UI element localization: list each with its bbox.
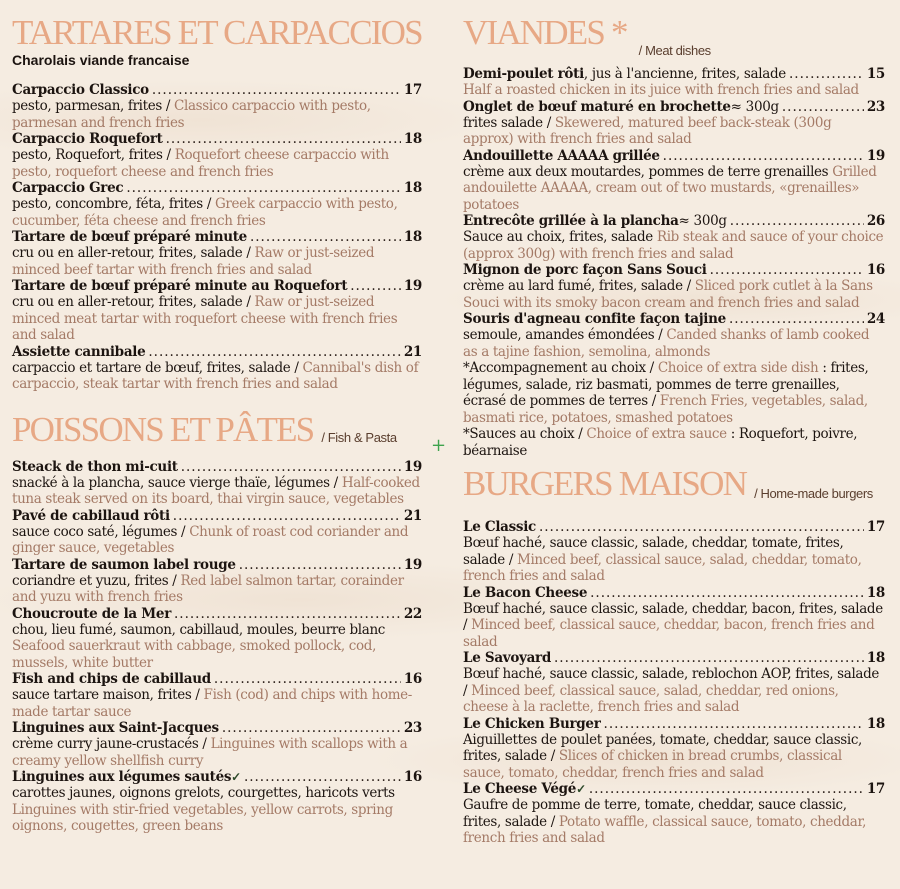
menu-item-header: [463, 66, 885, 82]
dot-leader: [173, 508, 401, 524]
description-en: Potato waffle, classical sauce, tomato, cheddar, french fries and salad: [463, 813, 867, 846]
dish-price: 18: [403, 131, 422, 147]
dish-price: 23: [403, 720, 422, 736]
description-en: Minced beef, classical sauce, cheddar, bacon, french fries and salad: [463, 617, 875, 650]
right-column: [463, 0, 885, 847]
section-tartares: [12, 14, 422, 393]
menu-item: [463, 213, 885, 262]
note-fr: : frites, légumes, salade, riz basmati, pommes de terre grenailles, écrasé de pommes de terres /: [463, 360, 869, 409]
dot-leader: [350, 278, 401, 294]
description-en: Linguines with scallops with a creamy yellow shellfish curry: [12, 736, 408, 769]
dish-price: 21: [403, 343, 422, 360]
description-fr: Sauce au choix, frites, salade: [463, 229, 657, 245]
dish-name: Le Cheese Végé: [463, 781, 577, 797]
menu-item: [12, 720, 422, 769]
dish-price: 19: [403, 278, 422, 294]
menu-item: [463, 650, 885, 716]
description-fr: cru ou en aller-retour, frites, salade /: [12, 294, 255, 310]
menu-item-header: [463, 585, 885, 601]
dot-leader: [782, 99, 864, 115]
section-subtitle: / Home-made burgers: [754, 486, 873, 501]
dish-description: [12, 736, 422, 769]
description-en: Canded shanks of lamb cooked as a tajine fashion, semolina, almonds: [463, 327, 870, 360]
description-fr: crème aux deux moutardes, pommes de terre grenailles: [463, 163, 833, 180]
dish-suffix: ≈ 300g: [730, 98, 779, 115]
dish-price: 23: [866, 98, 885, 115]
description-fr: crème curry jaune-crustacés /: [12, 736, 211, 752]
menu-item-header: [463, 519, 885, 535]
dish-description: [463, 164, 885, 214]
menu-item: [463, 262, 885, 311]
description-en: Half-cooked tuna steak served on its board, thai virgin sauce, vegetables: [12, 474, 420, 507]
description-fr: snacké à la plancha, sauce vierge thaïe, légumes /: [12, 474, 342, 491]
dot-leader: [126, 180, 400, 196]
dish-name: Mignon de porc façon Sans Souci: [463, 262, 707, 278]
dish-suffix: , jus à l'ancienne, frites, salade: [583, 66, 786, 82]
dot-leader: [663, 148, 864, 164]
description-fr: pesto, Roquefort, frites /: [12, 147, 175, 163]
description-fr: Bœuf haché, sauce classic, salade, cheddar, tomate, frites, salade /: [463, 535, 844, 568]
description-en: Sliced pork cutlet à la Sans Souci with its smoky bacon cream and french fries and salad: [463, 278, 873, 311]
items: [12, 459, 422, 835]
description-en: Minced beef, classical sauce, salad, cheddar, red onions, cheese à la raclette, french fries and salad: [463, 682, 839, 715]
menu-item-header: [463, 781, 885, 797]
description-fr: carpaccio et tartare de bœuf, frites, salade /: [12, 359, 303, 376]
section-subtitle: / Fish & Pasta: [321, 429, 397, 445]
dish-price: 21: [403, 507, 422, 524]
dish-description: [12, 475, 422, 508]
dish-description: [12, 147, 422, 180]
description-fr: pesto, parmesan, frites /: [12, 98, 175, 114]
dot-leader: [590, 585, 864, 601]
description-en: Raw or just-seized minced meat tartar with roquefort cheese with french fries and salad: [12, 294, 398, 343]
description-en: Skewered, matured beef back-steak (300g approx) with french fries and salad: [463, 114, 832, 147]
dish-description: [12, 622, 422, 672]
menu-item-header: [12, 508, 422, 524]
menu-item-header: [463, 262, 885, 278]
dish-description: [463, 601, 885, 651]
dot-leader: [554, 650, 864, 666]
menu-item: [12, 344, 422, 393]
menu-item: [12, 131, 422, 180]
menu-item: [12, 508, 422, 557]
note-en: Choice of extra sauce: [586, 426, 727, 442]
dot-leader: [174, 606, 401, 622]
dish-description: [463, 327, 885, 360]
dish-name: Fish and chips de cabillaud: [12, 671, 211, 687]
description-en: Roquefort cheese carpaccio with pesto, roquefort cheese and french fries: [12, 147, 389, 180]
dot-leader: [539, 519, 864, 535]
note-fr: *Accompagnement au choix /: [463, 360, 658, 376]
dish-price: 18: [866, 650, 885, 666]
side-note: [463, 360, 885, 426]
dot-leader: [181, 459, 401, 475]
dot-leader: [222, 720, 401, 736]
description-fr: Aiguillettes de poulet panées, tomate, cheddar, sauce classic, frites, salade /: [463, 731, 862, 764]
dish-description: [463, 732, 885, 782]
dish-name: Onglet de bœuf maturé en brochette: [463, 98, 731, 115]
note-fr: *Sauces au choix /: [463, 426, 587, 442]
dish-name: Le Bacon Cheese: [463, 584, 588, 601]
description-fr: sauce tartare maison, frites /: [12, 687, 204, 703]
menu-item-header: [12, 769, 422, 785]
dish-suffix: ≈ 300g: [678, 213, 727, 229]
menu-item: [12, 769, 422, 835]
dish-name: Le Chicken Burger: [463, 715, 601, 732]
dish-name: Linguines aux Saint-Jacques: [12, 720, 219, 736]
section-poissons: [12, 411, 422, 835]
dish-name: Andouillette AAAAA grillée: [463, 147, 660, 164]
dish-name: Demi-poulet rôti: [463, 66, 584, 82]
description-en: Rib steak and sauce of your choice (approx 300g) with french fries and salad: [463, 229, 884, 262]
dot-leader: [604, 716, 864, 732]
description-en: Classico carpaccio with pesto, parmesan and french fries: [12, 98, 371, 131]
dish-name: Le Savoyard: [463, 650, 551, 666]
menu-item-header: [463, 148, 885, 164]
menu-item: [463, 311, 885, 360]
description-en: Grilled andouilette AAAAA, cream out of two mustards, «grenailles» potatoes: [463, 163, 877, 213]
description-en: Fish (cod) and chips with home-made tartar sauce: [12, 687, 413, 720]
description-fr: coriandre et yuzu, frites /: [12, 572, 181, 589]
menu-item-header: [12, 131, 422, 147]
menu-item-header: [12, 459, 422, 475]
description-fr: carottes jaunes, oignons grelots, courgettes, haricots verts: [12, 785, 395, 801]
dish-description: [463, 82, 885, 99]
description-en: Cannibal's dish of carpaccio, steak tartar with french fries and salad: [12, 359, 419, 392]
items: [12, 82, 422, 393]
dish-name: Steack de thon mi-cuit: [12, 458, 178, 475]
description-fr: semoule, amandes émondées /: [463, 327, 667, 343]
dish-name: Assiette cannibale: [12, 343, 146, 360]
dish-price: 26: [866, 213, 885, 229]
menu-item-header: [12, 229, 422, 245]
menu-item: [12, 82, 422, 131]
dish-description: [12, 196, 422, 229]
dish-name: Carpaccio Grec: [12, 180, 124, 196]
description-en: Raw or just-seized minced beef tartar with french fries and salad: [12, 245, 375, 278]
dish-price: 16: [403, 671, 422, 687]
section-viandes: [463, 14, 885, 459]
description-en: Red label salmon tartar, corainder and yuzu with french fries: [12, 572, 404, 605]
dot-leader: [166, 131, 401, 147]
note-en: French Fries, vegetables, salad, basmati rice, potatoes, smashed potatoes: [463, 393, 868, 426]
dot-leader: [729, 311, 864, 327]
menu-item: [463, 519, 885, 585]
menu-item: [12, 459, 422, 508]
menu-item: [12, 180, 422, 229]
menu-item-header: [12, 344, 422, 360]
dish-name: Souris d'agneau confite façon tajine: [463, 311, 726, 327]
dish-price: 18: [403, 229, 422, 245]
menu-item: [463, 716, 885, 782]
dish-description: [463, 797, 885, 847]
description-fr: frites salade /: [463, 114, 555, 131]
dish-name: Carpaccio Classico: [12, 82, 149, 98]
side-notes: [463, 360, 885, 459]
dot-leader: [730, 213, 864, 229]
dish-description: [463, 115, 885, 148]
description-fr: cru ou en aller-retour, frites, salade /: [12, 245, 255, 261]
dish-description: [12, 785, 422, 835]
menu-item: [463, 781, 885, 847]
section-subtitle: / Meat dishes: [638, 43, 711, 58]
dish-name: Pavé de cabillaud rôti: [12, 507, 170, 524]
dish-description: [12, 245, 422, 278]
menu-item-header: [463, 311, 885, 327]
description-en: Chunk of roast cod coriander and ginger sauce, vegetables: [12, 523, 409, 556]
dish-name: Tartare de saumon label rouge: [12, 556, 236, 573]
dish-description: [12, 524, 422, 557]
menu-item-header: [463, 213, 885, 229]
dot-leader: [214, 671, 401, 687]
menu-item-header: [12, 671, 422, 687]
dish-price: 24: [866, 311, 885, 327]
menu-item: [463, 585, 885, 651]
dish-price: 19: [866, 147, 885, 164]
dish-description: [12, 573, 422, 606]
description-en: Half a roasted chicken in its juice with french fries and salad: [463, 82, 859, 98]
description-fr: chou, lieu fumé, saumon, cabillaud, moules, beurre blanc: [12, 621, 386, 638]
leaf-icon: ✓: [576, 782, 586, 796]
menu-item: [12, 229, 422, 278]
description-fr: Bœuf haché, sauce classic, salade, cheddar, bacon, frites, salade /: [463, 600, 883, 633]
dish-price: 19: [403, 458, 422, 475]
dish-price: 15: [866, 66, 885, 82]
menu-item-header: [463, 650, 885, 666]
dish-name: Entrecôte grillée à la plancha: [463, 213, 679, 229]
menu-item: [463, 66, 885, 99]
dish-price: 18: [866, 715, 885, 732]
items: [463, 66, 885, 360]
dish-price: 17: [866, 519, 885, 535]
menu-item: [463, 148, 885, 214]
items: [463, 519, 885, 847]
dish-description: [463, 666, 885, 716]
dot-leader: [152, 82, 401, 98]
dish-name: Choucroute de la Mer: [12, 605, 172, 622]
description-en: Linguines with stir-fried vegetables, yellow carrots, spring oignons, cougettes, green beans: [12, 801, 393, 834]
dish-description: [463, 535, 885, 585]
section-title: TARTARES ET CARPACCIOS: [12, 13, 422, 52]
dish-name: Tartare de bœuf préparé minute au Roquefort: [12, 278, 348, 294]
description-en: Slices of chicken in bread crumbs, classical sauce, tomato, cheddar, french fries and salad: [463, 748, 842, 781]
leaf-icon: ✓: [231, 770, 241, 784]
description-en: Minced beef, classical sauce, salad, cheddar, tomato, french fries and salad: [463, 551, 862, 584]
section-title: BURGERS MAISON: [463, 464, 747, 503]
description-fr: sauce coco saté, légumes /: [12, 523, 190, 540]
section-tagline: Charolais viande francaise: [12, 52, 190, 68]
description-fr: crème au lard fumé, frites, salade /: [463, 278, 695, 294]
dish-description: [12, 294, 422, 344]
menu-item: [12, 557, 422, 606]
dish-description: [12, 687, 422, 720]
description-fr: Gaufre de pomme de terre, tomate, cheddar, sauce classic, frites, salade /: [463, 797, 847, 830]
dish-description: [12, 98, 422, 131]
dish-price: 18: [866, 584, 885, 601]
description-en: Seafood sauerkraut with cabbage, smoked pollock, cod, mussels, white butter: [12, 638, 377, 671]
dot-leader: [250, 229, 401, 245]
menu-item: [463, 99, 885, 148]
description-en: Greek carpaccio with pesto, cucumber, féta cheese and french fries: [12, 196, 398, 229]
menu-item: [12, 606, 422, 672]
dish-price: 17: [403, 82, 422, 98]
menu-item-header: [12, 606, 422, 622]
dish-price: 22: [403, 605, 422, 622]
dot-leader: [710, 262, 864, 278]
dish-name: Tartare de bœuf préparé minute: [12, 229, 247, 245]
menu-item-header: [12, 278, 422, 294]
note-fr: : Roquefort, poivre, béarnaise: [463, 426, 858, 459]
dot-leader: [589, 781, 864, 797]
menu-item: [12, 278, 422, 344]
dish-price: 16: [403, 769, 422, 785]
dish-price: 18: [403, 180, 422, 196]
menu-item: [12, 671, 422, 720]
section-burgers: [463, 465, 885, 847]
menu-item-header: [463, 716, 885, 732]
dish-description: [463, 229, 885, 262]
dish-name: Linguines aux légumes sautés: [12, 769, 232, 785]
dot-leader: [239, 557, 401, 573]
menu-item-header: [12, 557, 422, 573]
description-fr: pesto, concombre, féta, frites /: [12, 196, 215, 212]
dish-price: 16: [866, 262, 885, 278]
menu-item-header: [463, 99, 885, 115]
dot-leader: [789, 66, 864, 82]
dish-name: Le Classic: [463, 519, 536, 535]
description-fr: Bœuf haché, sauce classic, salade, reblochon AOP, frites, salade /: [463, 666, 880, 699]
menu-item-header: [12, 82, 422, 98]
dot-leader: [148, 344, 400, 360]
side-note: [463, 426, 885, 459]
dish-price: 17: [866, 781, 885, 797]
section-title: POISSONS ET PÂTES: [12, 409, 314, 449]
dish-description: [12, 360, 422, 393]
crosshair-plus-icon: +: [431, 435, 447, 456]
dot-leader: [244, 769, 401, 785]
dish-description: [463, 278, 885, 311]
menu-item-header: [12, 720, 422, 736]
left-column: [12, 0, 422, 835]
menu-item-header: [12, 180, 422, 196]
dish-name: Carpaccio Roquefort: [12, 131, 163, 147]
dish-price: 19: [403, 556, 422, 573]
note-en: Choice of extra side dish: [657, 360, 819, 376]
section-title: VIANDES *: [463, 13, 627, 52]
